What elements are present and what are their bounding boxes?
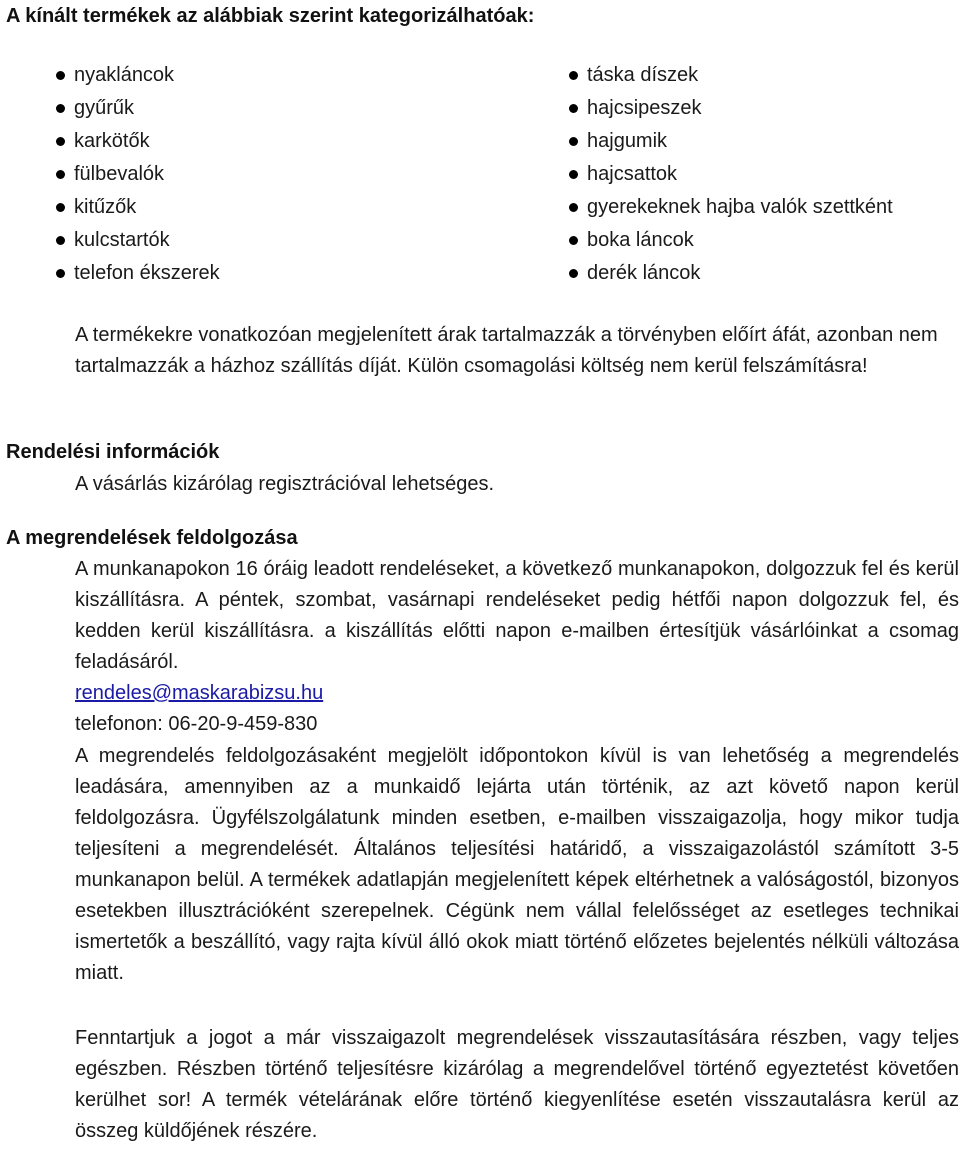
category-label: hajcsattok [587, 163, 678, 185]
category-label: kulcstartók [74, 229, 170, 251]
list-item [569, 59, 893, 92]
list-item [569, 92, 893, 125]
bullet-icon [56, 71, 65, 80]
email-line [75, 678, 959, 709]
bullet-icon [569, 104, 578, 113]
bullet-icon [56, 137, 65, 146]
category-label: fülbevalók [74, 163, 165, 185]
processing-paragraph-2: A megrendelés feldolgozásaként megjelölt időpontokon kívül is van lehetőség a megrendelés leadására, amennyiben az a munkaidő lejárta után történik, az azt követő napon kerül feldolgozásra. Ügyfélszolgálatunk minden esetben, e-mailben visszaigazolja, hogy mikor tudja teljesíteni a megrendelését. Általános teljesítési határidő, a visszaigazolástól számított 3-5 munkanapon belül. A termékek adatlapján megjelenített képek eltérhetnek a valóságostól, bizonyos esetekben illusztrációként szerepelnek. Cégünk nem vállal felelősséget az esetleges technikai ismertetők a beszállító, vagy rajta kívül álló okok miatt történő előzetes bejelentés nélküli változása miatt. [75, 745, 959, 984]
category-list-left [56, 59, 220, 290]
category-label: táska díszek [587, 64, 699, 86]
list-item [569, 224, 893, 257]
list-item [569, 158, 893, 191]
bullet-icon [56, 269, 65, 278]
category-label: gyűrűk [74, 97, 135, 119]
category-label: boka láncok [587, 229, 694, 251]
category-label: hajcsipeszek [587, 97, 702, 119]
bullet-icon [569, 170, 578, 179]
category-label: karkötők [74, 130, 150, 152]
category-label: hajgumik [587, 130, 668, 152]
list-item [56, 92, 220, 125]
list-item [56, 224, 220, 257]
category-label: gyerekeknek hajba valók szettként [587, 196, 893, 218]
categories-heading: A kínált termékek az alábbiak szerint kategorizálhatóak: [6, 5, 535, 27]
bullet-icon [56, 203, 65, 212]
processing-heading: A megrendelések feldolgozása [6, 527, 298, 549]
bullet-icon [569, 137, 578, 146]
bullet-icon [56, 170, 65, 179]
processing-paragraph-3: Fenntartjuk a jogot a már visszaigazolt megrendelések visszautasítására részben, vagy teljes egészben. Részben történő teljesítésre kizárólag a megrendelővel történő egyeztetést követően kerülhet sor! A termék vételárának előre történő kiegyenlítése esetén visszautalásra kerül az összeg küldőjének részére. [75, 1027, 959, 1142]
list-item [56, 191, 220, 224]
list-item [56, 59, 220, 92]
bullet-icon [569, 269, 578, 278]
order-info-heading: Rendelési információk [6, 441, 220, 463]
email-link[interactable]: rendeles@maskarabizsu.hu [75, 682, 324, 704]
bullet-icon [56, 104, 65, 113]
list-item [569, 257, 893, 290]
category-label: telefon ékszerek [74, 262, 220, 284]
list-item [56, 257, 220, 290]
category-list-right [569, 59, 893, 290]
bullet-icon [56, 236, 65, 245]
list-item [569, 191, 893, 224]
category-label: nyakláncok [74, 64, 175, 86]
price-note: A termékekre vonatkozóan megjelenített árak tartalmazzák a törvényben előírt áfát, azonban nem tartalmazzák a házhoz szállítás díját. Külön csomagolási költség nem kerül felszámításra! [75, 324, 938, 377]
list-item [56, 158, 220, 191]
bullet-icon [569, 236, 578, 245]
list-item [569, 125, 893, 158]
category-label: kitűzők [74, 196, 137, 218]
order-info-text: A vásárlás kizárólag regisztrációval lehetséges. [75, 473, 495, 495]
list-item [56, 125, 220, 158]
bullet-icon [569, 203, 578, 212]
phone-text: telefonon: 06-20-9-459-830 [75, 713, 318, 735]
bullet-icon [569, 71, 578, 80]
category-label: derék láncok [587, 262, 701, 284]
processing-paragraph-1: A munkanapokon 16 óráig leadott rendeléseket, a következő munkanapokon, dolgozzuk fel és kerül kiszállításra. A péntek, szombat, vasárnapi rendeléseket pedig hétfői napon dolgozzuk fel, és kedden kerül kiszállításra. a kiszállítás előtti napon e-mailben értesítjük vásárlóinkat a csomag feladásáról. [75, 558, 959, 673]
